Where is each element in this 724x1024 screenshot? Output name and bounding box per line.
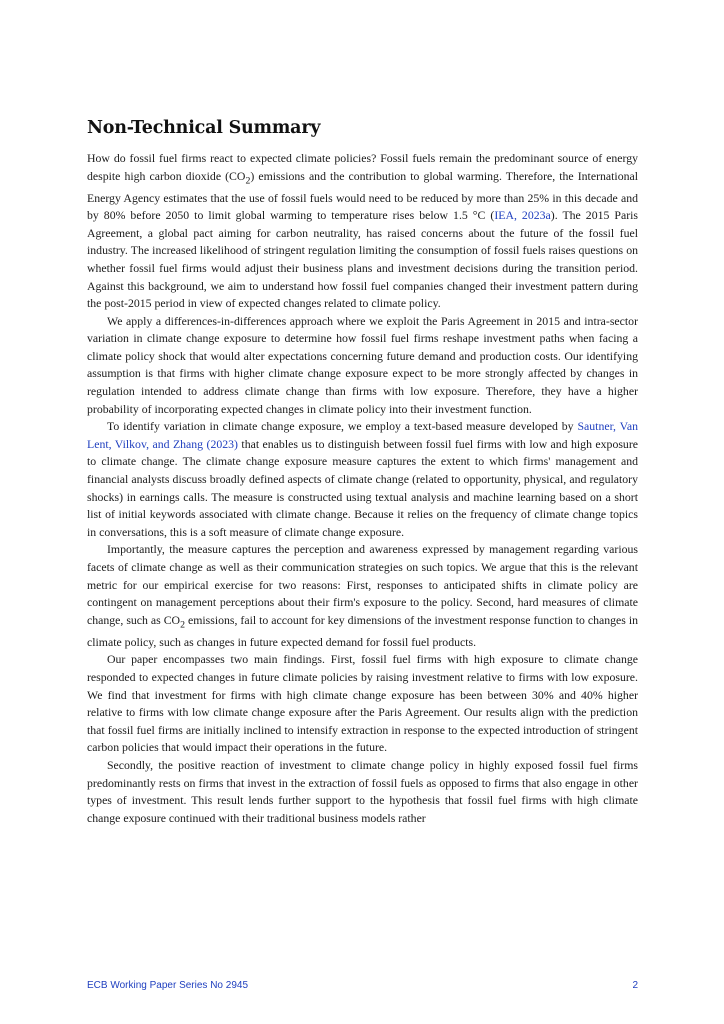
citation-link-iea[interactable]: IEA, 2023a [494,208,551,223]
paragraph-6: Secondly, the positive reaction of investment to climate change policy in highly exposed fossil fuel firms predominantly rests on firms that invest in the extraction of fossil fuels as opposed to firms that also engage in other types of investment. This result lends further support to the hypothesis that fossil fuel firms with high climate change exposure continued with their traditional business models rather [87,757,638,825]
paragraph-2: We apply a differences-in-differences approach where we exploit the Paris Agreement in 2015 and intra-sector variation in climate change exposure to determine how fossil fuel firms reshape investment paths when facing a climate policy shock that would alter expectations concerning future demand and production costs. Our identifying assumption is that firms with higher climate change exposure expect to be more strongly affected by changes in regulation intended to address climate change than firms with low exposure. Therefore, they have a higher probability of incorporating expected changes in climate policy into their investment function. [87,313,638,416]
citation-link-sautner[interactable]: Sautner, Van Lent, Vilkov, and Zhang (2023) [87,419,638,451]
paragraph-1: How do fossil fuel firms react to expected climate policies? Fossil fuels remain the predominant source of energy despite high carbon dioxide $(CO_2)$ emissions and the contribution to global warming. Therefore, the International Energy Agency estimates that the use of fossil fuels would need to be reduced by more than 25% in this decade and by 80% before 2050 to limit global warming to temperature rises below 1.5 °C (IEA, 2023a). The 2015 Paris Agreement, a global pact aiming for carbon neutrality, has raised concerns about the future of the fossil fuel industry. The increased likelihood of stringent regulation limiting the consumption of fossil fuels raises questions on whether fossil fuel firms would adjust their business plans and investment decisions during the transition period. Against this background, we aim to understand how fossil fuel companies changed their investment pattern during the post-2015 period in view of expected changes related to climate policy. [87,151,639,311]
summary-body [87,150,638,827]
paragraph-4: Importantly, the measure captures the perception and awareness expressed by management regarding various facets of climate change as well as their communication strategies on such topics. We argue that this is the relevant metric for our empirical exercise for two reasons: First, responses to anticipated shifts in climate policy are contingent on management perceptions about their firm's exposure to the policy. Second, hard measures of climate change, such as $CO_2$ emissions, fail to account for key dimensions of the investment response function to changes in climate policy, such as changes in future expected demand for fossil fuel products. [87,542,638,649]
footer-series-link[interactable]: ECB Working Paper Series No 2945 [87,980,249,991]
section-heading: Non-Technical Summary [87,118,321,138]
paragraph-3: To identify variation in climate change exposure, we employ a text-based measure developed by Sautner, Van Lent, Vilkov, and Zhang (2023) that enables us to distinguish between fossil fuel firms with low and high exposure to climate change. The climate change exposure measure captures the extent to which firms' management and financial analysts discuss broadly defined aspects of climate change (related to opportunity, physical, and regulatory shocks) in earnings calls. The measure is constructed using textual analysis and machine learning based on a short list of initial keywords associated with climate change. Because it relies on the frequency of climate change topics in conversations, this is a soft measure of climate change exposure. [87,419,638,539]
paragraph-5: Our paper encompasses two main findings. First, fossil fuel firms with high exposure to climate change responded to expected changes in future climate policies by raising investment relative to firms with low exposure. We find that investment for firms with high climate change exposure has been between 30% and 40% higher relative to firms with low climate change exposure after the Paris Agreement. Our results align with the prediction that fossil fuel firms are initially inclined to intensify extraction in response to the expected introduction of stringent carbon policies that would impact their operations in the future. [87,652,638,755]
footer-page-number: 2 [632,980,638,991]
